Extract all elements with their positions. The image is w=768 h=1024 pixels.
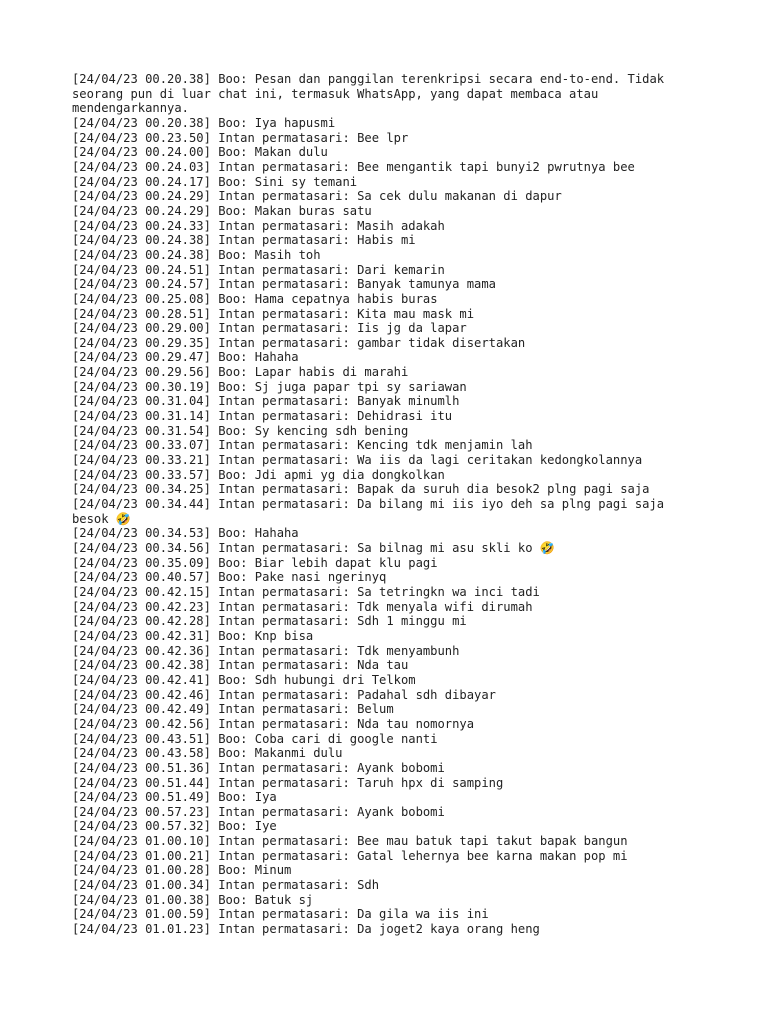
- chat-message-line: [24/04/23 01.00.10] Intan permatasari: Bee mau batuk tapi takut bapak bangun: [72, 834, 628, 849]
- message-sender: Boo: [218, 115, 241, 130]
- message-text: Sa tetringkn wa inci tadi: [357, 584, 540, 599]
- message-timestamp: [24/04/23 00.28.51]: [72, 306, 211, 321]
- message-timestamp: [24/04/23 00.34.25]: [72, 482, 211, 497]
- message-sender: Intan permatasari: [218, 907, 343, 922]
- chat-message-line: [24/04/23 01.01.23] Intan permatasari: Da joget2 kaya orang heng: [72, 922, 540, 937]
- chat-message-line: [24/04/23 00.30.19] Boo: Sj juga papar tpi sy sariawan: [72, 379, 467, 394]
- message-text: Sini sy temani: [254, 174, 358, 189]
- message-text: Biar lebih dapat klu pagi: [254, 555, 438, 570]
- message-sender: Intan permatasari: [218, 306, 343, 321]
- message-sender: Boo: [218, 467, 241, 482]
- chat-message-line: [24/04/23 00.29.56] Boo: Lapar habis di marahi: [72, 365, 409, 380]
- chat-message-line: [24/04/23 00.24.29] Boo: Makan buras satu: [72, 203, 372, 218]
- chat-message-line: [24/04/23 00.57.23] Intan permatasari: Ayank bobomi: [72, 804, 445, 819]
- message-sender: Intan permatasari: [218, 335, 343, 350]
- message-sender: Intan permatasari: [218, 922, 343, 937]
- message-text: Bapak da suruh dia besok2 plng pagi saja: [357, 482, 650, 497]
- message-text: Bee mau batuk tapi takut bapak bangun: [357, 834, 628, 849]
- chat-message-line: [24/04/23 00.42.23] Intan permatasari: Tdk menyala wifi dirumah: [72, 599, 533, 614]
- message-text: Hahaha: [254, 350, 299, 365]
- message-sender: Intan permatasari: [218, 233, 343, 248]
- chat-message-line: [24/04/23 00.57.32] Boo: Iye: [72, 819, 277, 834]
- message-timestamp: [24/04/23 00.43.58]: [72, 746, 211, 761]
- message-timestamp: [24/04/23 01.00.21]: [72, 848, 211, 863]
- message-sender: Intan permatasari: [218, 218, 343, 233]
- message-text: Minum: [254, 863, 292, 878]
- message-sender: Intan permatasari: [218, 658, 343, 673]
- message-sender: Boo: [218, 526, 241, 541]
- chat-message-line: [24/04/23 00.24.38] Intan permatasari: Habis mi: [72, 233, 416, 248]
- message-text: Padahal sdh dibayar: [357, 687, 496, 702]
- message-timestamp: [24/04/23 00.24.51]: [72, 262, 211, 277]
- message-text: Gatal lehernya bee karna makan pop mi: [357, 848, 628, 863]
- chat-message-line: [24/04/23 00.51.44] Intan permatasari: Taruh hpx di samping: [72, 775, 504, 790]
- message-text: Sa cek dulu makanan di dapur: [357, 189, 562, 204]
- message-timestamp: [24/04/23 00.24.33]: [72, 218, 211, 233]
- message-sender: Intan permatasari: [218, 159, 343, 174]
- chat-message-line: [24/04/23 00.42.49] Intan permatasari: Belum: [72, 702, 394, 717]
- message-timestamp: [24/04/23 00.29.00]: [72, 321, 211, 336]
- message-sender: Intan permatasari: [218, 599, 343, 614]
- message-text: Da bilang mi iis iyo deh sa plng pagi saja besok 🤣: [72, 497, 672, 526]
- message-timestamp: [24/04/23 00.31.14]: [72, 409, 211, 424]
- chat-message-line: [24/04/23 00.23.50] Intan permatasari: Bee lpr: [72, 130, 409, 145]
- message-timestamp: [24/04/23 00.33.57]: [72, 467, 211, 482]
- message-timestamp: [24/04/23 00.24.03]: [72, 159, 211, 174]
- message-text: Pesan dan panggilan terenkripsi secara end-to-end. Tidak seorang pun di luar chat ini, termasuk WhatsApp, yang dapat membaca atau mendengarkannya.: [72, 72, 672, 116]
- message-timestamp: [24/04/23 01.00.38]: [72, 892, 211, 907]
- message-text: Belum: [357, 702, 394, 717]
- message-sender: Intan permatasari: [218, 716, 343, 731]
- message-text: gambar tidak disertakan: [357, 335, 526, 350]
- message-timestamp: [24/04/23 01.00.28]: [72, 863, 211, 878]
- message-sender: Intan permatasari: [218, 878, 343, 893]
- message-timestamp: [24/04/23 01.00.59]: [72, 907, 211, 922]
- message-text: Tdk menyala wifi dirumah: [357, 599, 533, 614]
- message-timestamp: [24/04/23 00.29.47]: [72, 350, 211, 365]
- message-timestamp: [24/04/23 00.42.46]: [72, 687, 211, 702]
- message-sender: Boo: [218, 555, 241, 570]
- message-text: Taruh hpx di samping: [357, 775, 504, 790]
- message-sender: Boo: [218, 291, 241, 306]
- message-text: Sdh: [357, 878, 380, 893]
- message-timestamp: [24/04/23 00.23.50]: [72, 130, 211, 145]
- chat-message-line: [24/04/23 00.34.56] Intan permatasari: Sa bilnag mi asu skli ko 🤣: [72, 541, 555, 555]
- message-timestamp: [24/04/23 00.34.53]: [72, 526, 211, 541]
- message-text: Wa iis da lagi ceritakan kedongkolannya: [357, 453, 643, 468]
- message-timestamp: [24/04/23 00.33.21]: [72, 453, 211, 468]
- message-sender: Intan permatasari: [218, 497, 343, 512]
- message-sender: Intan permatasari: [218, 482, 343, 497]
- message-sender: Intan permatasari: [218, 189, 343, 204]
- chat-message-line: [24/04/23 00.43.51] Boo: Coba cari di google nanti: [72, 731, 438, 746]
- message-timestamp: [24/04/23 00.30.19]: [72, 379, 211, 394]
- message-timestamp: [24/04/23 00.20.38]: [72, 72, 211, 86]
- chat-message-line: [24/04/23 00.33.57] Boo: Jdi apmi yg dia dongkolkan: [72, 467, 445, 482]
- message-sender: Boo: [218, 247, 241, 262]
- message-sender: Intan permatasari: [218, 409, 343, 424]
- chat-message-line: [24/04/23 00.42.28] Intan permatasari: Sdh 1 minggu mi: [72, 614, 467, 629]
- chat-message-line: [24/04/23 00.42.31] Boo: Knp bisa: [72, 628, 314, 643]
- chat-message-line: [24/04/23 00.51.49] Boo: Iya: [72, 790, 277, 805]
- message-sender: Boo: [218, 672, 241, 687]
- message-timestamp: [24/04/23 01.01.23]: [72, 922, 211, 937]
- chat-message-line: [24/04/23 00.33.21] Intan permatasari: Wa iis da lagi ceritakan kedongkolannya: [72, 453, 643, 468]
- message-timestamp: [24/04/23 00.25.08]: [72, 291, 211, 306]
- message-sender: Intan permatasari: [218, 775, 343, 790]
- chat-message-line: [24/04/23 00.29.35] Intan permatasari: gambar tidak disertakan: [72, 335, 526, 350]
- message-sender: Boo: [218, 746, 241, 761]
- chat-message-line: [24/04/23 00.31.04] Intan permatasari: Banyak minumlh: [72, 394, 460, 409]
- message-timestamp: [24/04/23 00.42.41]: [72, 672, 211, 687]
- message-sender: Boo: [218, 350, 241, 365]
- message-timestamp: [24/04/23 00.24.29]: [72, 189, 211, 204]
- message-text: Coba cari di google nanti: [254, 731, 438, 746]
- message-sender: Intan permatasari: [218, 130, 343, 145]
- message-text: Habis mi: [357, 233, 416, 248]
- chat-message-line: [24/04/23 00.20.38] Boo: Iya hapusmi: [72, 115, 336, 130]
- message-text: Jdi apmi yg dia dongkolkan: [254, 467, 445, 482]
- message-sender: Boo: [218, 863, 241, 878]
- message-text: Banyak tamunya mama: [357, 277, 496, 292]
- chat-message-line: [24/04/23 00.24.51] Intan permatasari: Dari kemarin: [72, 262, 445, 277]
- message-text: Sdh hubungi dri Telkom: [254, 672, 416, 687]
- message-timestamp: [24/04/23 00.24.57]: [72, 277, 211, 292]
- message-text: Kita mau mask mi: [357, 306, 475, 321]
- message-sender: Intan permatasari: [218, 277, 343, 292]
- chat-message-line: [24/04/23 00.40.57] Boo: Pake nasi ngerinyq: [72, 570, 387, 585]
- message-timestamp: [24/04/23 00.42.31]: [72, 628, 211, 643]
- message-sender: Intan permatasari: [218, 438, 343, 453]
- message-sender: Boo: [218, 379, 241, 394]
- chat-message-line: [24/04/23 00.24.17] Boo: Sini sy temani: [72, 174, 358, 189]
- message-sender: Boo: [218, 174, 241, 189]
- message-sender: Boo: [218, 145, 241, 160]
- message-timestamp: [24/04/23 00.31.54]: [72, 423, 211, 438]
- message-timestamp: [24/04/23 00.24.00]: [72, 145, 211, 160]
- chat-message-line: [24/04/23 00.35.09] Boo: Biar lebih dapat klu pagi: [72, 555, 438, 570]
- chat-message-line: [24/04/23 00.34.53] Boo: Hahaha: [72, 526, 299, 541]
- chat-message-line: [24/04/23 00.31.54] Boo: Sy kencing sdh bening: [72, 423, 409, 438]
- message-timestamp: [24/04/23 00.33.07]: [72, 438, 211, 453]
- chat-message-line: [24/04/23 01.00.38] Boo: Batuk sj: [72, 892, 314, 907]
- message-sender: Intan permatasari: [218, 614, 343, 629]
- message-sender: Intan permatasari: [218, 804, 343, 819]
- message-timestamp: [24/04/23 00.34.44]: [72, 497, 211, 512]
- message-sender: Boo: [218, 790, 241, 805]
- chat-message-line: [24/04/23 00.25.08] Boo: Hama cepatnya habis buras: [72, 291, 438, 306]
- message-timestamp: [24/04/23 00.42.23]: [72, 599, 211, 614]
- message-text: Banyak minumlh: [357, 394, 460, 409]
- message-sender: Boo: [218, 570, 241, 585]
- message-sender: Boo: [218, 819, 241, 834]
- message-timestamp: [24/04/23 00.24.38]: [72, 247, 211, 262]
- message-text: Da joget2 kaya orang heng: [357, 922, 540, 937]
- message-sender: Boo: [218, 731, 241, 746]
- message-sender: Intan permatasari: [218, 687, 343, 702]
- message-sender: Intan permatasari: [218, 541, 343, 555]
- message-sender: Intan permatasari: [218, 848, 343, 863]
- message-timestamp: [24/04/23 00.42.38]: [72, 658, 211, 673]
- message-sender: Boo: [218, 892, 241, 907]
- message-text: Tdk menyambunh: [357, 643, 460, 658]
- message-timestamp: [24/04/23 00.34.56]: [72, 541, 211, 555]
- chat-message-line: [24/04/23 00.24.57] Intan permatasari: Banyak tamunya mama: [72, 277, 496, 292]
- chat-message-line: [24/04/23 00.42.36] Intan permatasari: Tdk menyambunh: [72, 643, 460, 658]
- message-sender: Intan permatasari: [218, 262, 343, 277]
- chat-message-line: [24/04/23 01.00.28] Boo: Minum: [72, 863, 292, 878]
- chat-message-line: [24/04/23 00.29.47] Boo: Hahaha: [72, 350, 299, 365]
- message-sender: Intan permatasari: [218, 702, 343, 717]
- message-text: Dehidrasi itu: [357, 409, 453, 424]
- message-text: Da gila wa iis ini: [357, 907, 489, 922]
- chat-message-line: [24/04/23 01.00.21] Intan permatasari: Gatal lehernya bee karna makan pop mi: [72, 848, 628, 863]
- chat-message-line: [24/04/23 00.42.38] Intan permatasari: Nda tau: [72, 658, 409, 673]
- chat-message-line: [24/04/23 00.42.56] Intan permatasari: Nda tau nomornya: [72, 716, 475, 731]
- chat-message-line: [24/04/23 01.00.59] Intan permatasari: Da gila wa iis ini: [72, 907, 489, 922]
- message-sender: Boo: [218, 203, 241, 218]
- message-text: Iya hapusmi: [254, 115, 336, 130]
- document-page: [72, 72, 696, 937]
- chat-message-line: [24/04/23 00.42.41] Boo: Sdh hubungi dri Telkom: [72, 672, 416, 687]
- message-text: Iis jg da lapar: [357, 321, 467, 336]
- chat-message-line: [24/04/23 00.33.07] Intan permatasari: Kencing tdk menjamin lah: [72, 438, 533, 453]
- message-text: Ayank bobomi: [357, 760, 445, 775]
- message-text: Sa bilnag mi asu skli ko 🤣: [357, 541, 555, 555]
- chat-message-line: [24/04/23 00.42.46] Intan permatasari: Padahal sdh dibayar: [72, 687, 496, 702]
- message-text: Nda tau nomornya: [357, 716, 475, 731]
- message-timestamp: [24/04/23 00.57.32]: [72, 819, 211, 834]
- message-text: Masih toh: [254, 247, 321, 262]
- message-timestamp: [24/04/23 00.51.49]: [72, 790, 211, 805]
- chat-message-line: [24/04/23 00.24.03] Intan permatasari: Bee mengantik tapi bunyi2 pwrutnya bee: [72, 159, 635, 174]
- message-timestamp: [24/04/23 00.20.38]: [72, 115, 211, 130]
- message-text: Bee mengantik tapi bunyi2 pwrutnya bee: [357, 159, 635, 174]
- message-timestamp: [24/04/23 00.24.38]: [72, 233, 211, 248]
- message-text: Sj juga papar tpi sy sariawan: [254, 379, 467, 394]
- chat-message-line: [24/04/23 00.51.36] Intan permatasari: Ayank bobomi: [72, 760, 445, 775]
- chat-message-line: [24/04/23 00.29.00] Intan permatasari: Iis jg da lapar: [72, 321, 467, 336]
- message-timestamp: [24/04/23 00.42.36]: [72, 643, 211, 658]
- message-sender: Boo: [218, 628, 241, 643]
- message-text: Ayank bobomi: [357, 804, 445, 819]
- message-text: Pake nasi ngerinyq: [254, 570, 387, 585]
- message-text: Makan dulu: [254, 145, 328, 160]
- chat-message-line: [24/04/23 00.34.25] Intan permatasari: Bapak da suruh dia besok2 plng pagi saja: [72, 482, 650, 497]
- message-timestamp: [24/04/23 00.29.35]: [72, 335, 211, 350]
- message-timestamp: [24/04/23 00.51.44]: [72, 775, 211, 790]
- message-text: Kencing tdk menjamin lah: [357, 438, 533, 453]
- message-text: Lapar habis di marahi: [254, 365, 409, 380]
- message-text: Iye: [254, 819, 277, 834]
- chat-message-line: [24/04/23 00.24.38] Boo: Masih toh: [72, 247, 321, 262]
- message-sender: Intan permatasari: [218, 453, 343, 468]
- chat-message-line: [24/04/23 00.20.38] Boo: Pesan dan panggilan terenkripsi secara end-to-end. Tidak seorang pun di luar chat ini, termasuk WhatsApp, yang dapat membaca atau mendengarkannya.: [72, 72, 672, 116]
- message-timestamp: [24/04/23 00.43.51]: [72, 731, 211, 746]
- message-timestamp: [24/04/23 00.29.56]: [72, 365, 211, 380]
- message-text: Masih adakah: [357, 218, 445, 233]
- chat-message-line: [24/04/23 00.28.51] Intan permatasari: Kita mau mask mi: [72, 306, 475, 321]
- message-sender: Boo: [218, 365, 241, 380]
- message-sender: Boo: [218, 423, 241, 438]
- message-text: Makanmi dulu: [254, 746, 343, 761]
- message-sender: Intan permatasari: [218, 394, 343, 409]
- message-timestamp: [24/04/23 01.00.34]: [72, 878, 211, 893]
- message-timestamp: [24/04/23 01.00.10]: [72, 834, 211, 849]
- message-text: Hama cepatnya habis buras: [254, 291, 438, 306]
- message-timestamp: [24/04/23 00.40.57]: [72, 570, 211, 585]
- message-timestamp: [24/04/23 00.57.23]: [72, 804, 211, 819]
- chat-message-line: [24/04/23 00.43.58] Boo: Makanmi dulu: [72, 746, 343, 761]
- message-timestamp: [24/04/23 00.51.36]: [72, 760, 211, 775]
- message-text: Hahaha: [254, 526, 299, 541]
- chat-log: [72, 72, 696, 937]
- message-text: Knp bisa: [254, 628, 314, 643]
- message-text: Iya: [254, 790, 277, 805]
- message-text: Batuk sj: [254, 892, 314, 907]
- message-timestamp: [24/04/23 00.24.29]: [72, 203, 211, 218]
- message-text: Dari kemarin: [357, 262, 445, 277]
- chat-message-line: [24/04/23 00.24.00] Boo: Makan dulu: [72, 145, 328, 160]
- chat-message-line: [24/04/23 01.00.34] Intan permatasari: Sdh: [72, 878, 380, 893]
- chat-message-line: [24/04/23 00.31.14] Intan permatasari: Dehidrasi itu: [72, 409, 453, 424]
- message-text: Bee lpr: [357, 130, 409, 145]
- message-sender: Intan permatasari: [218, 760, 343, 775]
- message-timestamp: [24/04/23 00.42.49]: [72, 702, 211, 717]
- message-timestamp: [24/04/23 00.42.15]: [72, 584, 211, 599]
- message-sender: Intan permatasari: [218, 321, 343, 336]
- message-sender: Intan permatasari: [218, 834, 343, 849]
- message-sender: Intan permatasari: [218, 643, 343, 658]
- chat-message-line: [24/04/23 00.34.44] Intan permatasari: Da bilang mi iis iyo deh sa plng pagi saja besok 🤣: [72, 497, 672, 526]
- message-timestamp: [24/04/23 00.42.56]: [72, 716, 211, 731]
- message-timestamp: [24/04/23 00.42.28]: [72, 614, 211, 629]
- message-text: Sy kencing sdh bening: [254, 423, 409, 438]
- message-timestamp: [24/04/23 00.24.17]: [72, 174, 211, 189]
- chat-message-line: [24/04/23 00.24.29] Intan permatasari: Sa cek dulu makanan di dapur: [72, 189, 562, 204]
- message-timestamp: [24/04/23 00.35.09]: [72, 555, 211, 570]
- message-sender: Boo: [218, 72, 241, 86]
- message-text: Sdh 1 minggu mi: [357, 614, 467, 629]
- message-text: Makan buras satu: [254, 203, 372, 218]
- message-text: Nda tau: [357, 658, 409, 673]
- message-sender: Intan permatasari: [218, 584, 343, 599]
- message-timestamp: [24/04/23 00.31.04]: [72, 394, 211, 409]
- chat-message-line: [24/04/23 00.42.15] Intan permatasari: Sa tetringkn wa inci tadi: [72, 584, 540, 599]
- chat-message-line: [24/04/23 00.24.33] Intan permatasari: Masih adakah: [72, 218, 445, 233]
